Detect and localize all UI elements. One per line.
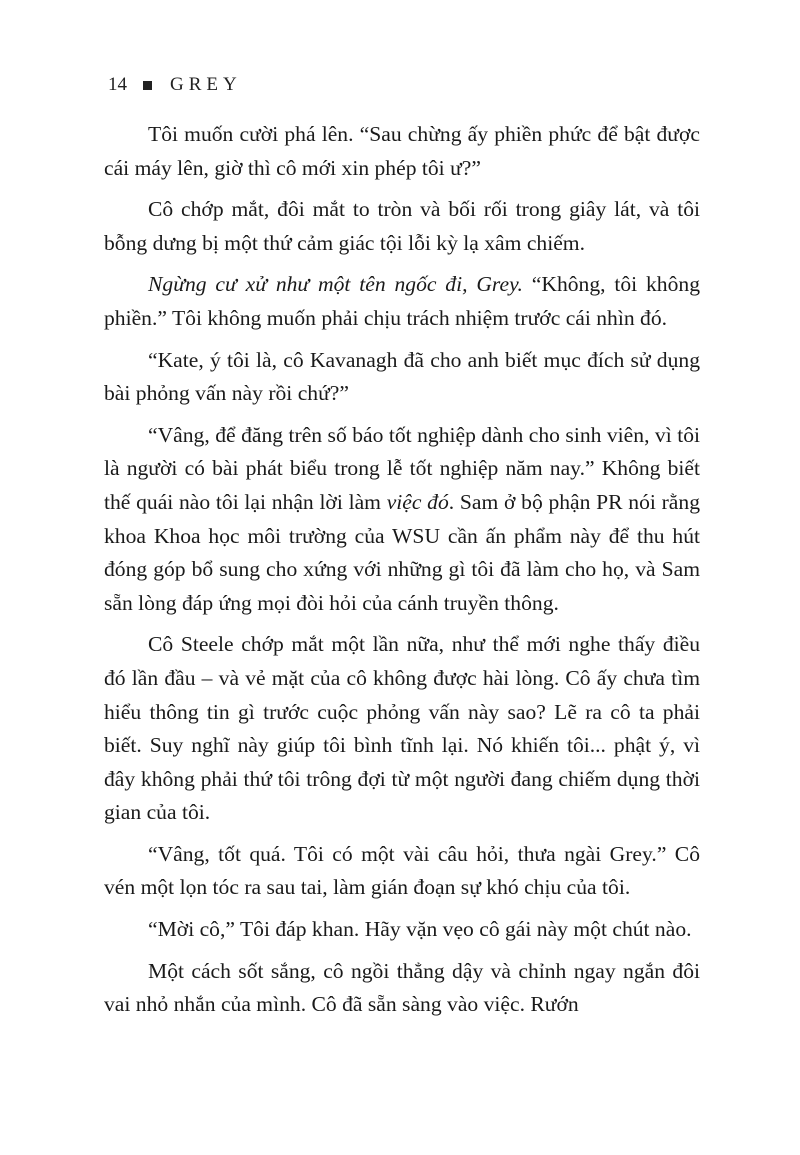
page-number: 14: [108, 74, 127, 95]
book-title: GREY: [170, 74, 242, 95]
body-text: [104, 118, 700, 1030]
paragraph-text: Tôi muốn cười phá lên. “Sau chừng ấy phiền phức để bật được cái máy lên, giờ thì cô mới xin phép tôi ư?”: [104, 122, 700, 180]
paragraph-1: [104, 118, 700, 185]
paragraph-6: [104, 628, 700, 830]
paragraph-4: [104, 344, 700, 411]
paragraph-9: [104, 955, 700, 1022]
paragraph-text: Một cách sốt sắng, cô ngồi thẳng dậy và chỉnh ngay ngắn đôi vai nhỏ nhắn của mình. Cô đã sẵn sàng vào việc. Rướn: [104, 958, 700, 1017]
paragraph-7: [104, 838, 700, 905]
paragraph-text: . Sam ở bộ phận PR nói rằng khoa Khoa học môi trường của WSU cần ấn phẩm này để thu hút đóng góp bổ sung cho xứng với những gì tôi đã làm cho họ, và Sam sẵn lòng đáp ứng mọi đòi hỏi của cánh truyền thông.: [104, 489, 700, 615]
paragraph-text: “Kate, ý tôi là, cô Kavanagh đã cho anh biết mục đích sử dụng bài phỏng vấn này rồi chứ?”: [104, 347, 700, 406]
paragraph-text: “Mời cô,” Tôi đáp khan. Hãy vặn vẹo cô gái này một chút nào.: [148, 917, 692, 942]
header-separator-square: [143, 81, 152, 90]
paragraph-text: Cô chớp mắt, đôi mắt to tròn và bối rối trong giây lát, và tôi bỗng dưng bị một thứ cảm giác tội lỗi kỳ lạ xâm chiếm.: [104, 197, 700, 255]
paragraph-8: [104, 913, 700, 947]
paragraph-text: “Vâng, để đăng trên số báo tốt nghiệp dành cho sinh viên, vì tôi là người có bài phát biểu trong lễ tốt nghiệp năm nay.” Không biết thế quái nào tôi lại nhận lời làm: [104, 422, 700, 514]
paragraph-text: “Vâng, tốt quá. Tôi có một vài câu hỏi, thưa ngài Grey.” Cô vén một lọn tóc ra sau tai, làm gián đoạn sự khó chịu của tôi.: [104, 841, 700, 900]
italic-emphasis: việc đó: [386, 489, 449, 514]
paragraph-5: [104, 419, 700, 621]
paragraph-text: “Không, tôi không phiền.” Tôi không muốn phải chịu trách nhiệm trước cái nhìn đó.: [104, 272, 700, 330]
paragraph-text: Cô Steele chớp mắt một lần nữa, như thể mới nghe thấy điều đó lần đầu – và vẻ mặt của cô không được hài lòng. Cô ấy chưa tìm hiểu thông tin gì trước cuộc phỏng vấn này sao? Lẽ ra cô ta phải biết. Suy nghĩ này giúp tôi bình tĩnh lại. Nó khiến tôi... phật ý, vì đây không phải thứ tôi trông đợi từ một người đang chiếm dụng thời gian của tôi.: [104, 632, 700, 825]
paragraph-2: [104, 193, 700, 260]
italic-thought: Ngừng cư xử như một tên ngốc đi, Grey.: [148, 272, 523, 297]
running-header: [108, 74, 242, 96]
paragraph-3: [104, 268, 700, 335]
